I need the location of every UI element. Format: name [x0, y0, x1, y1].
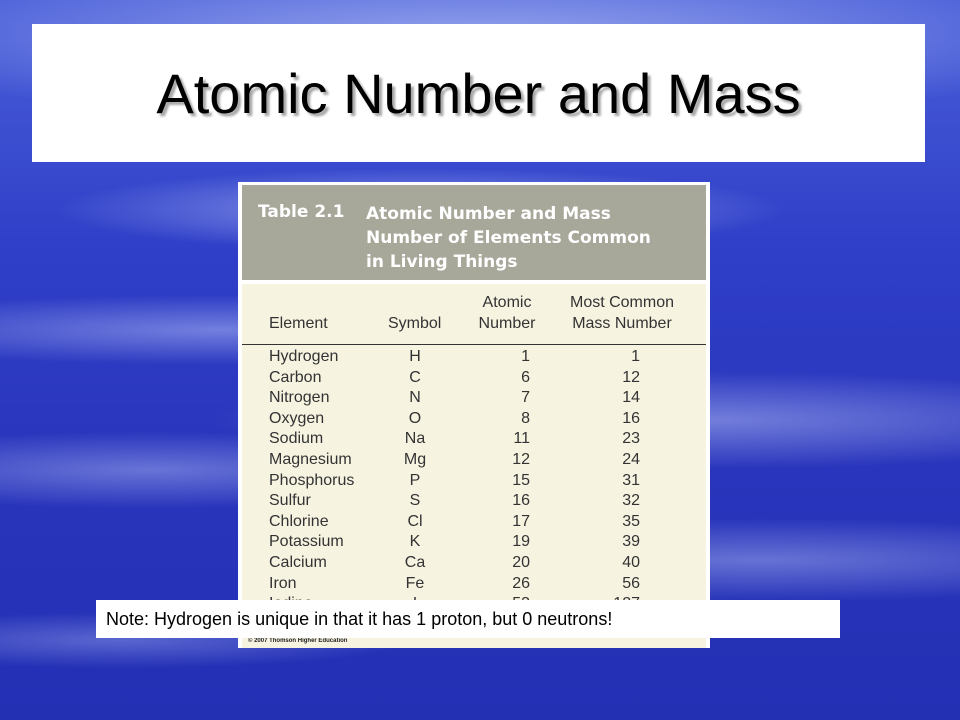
- cell-mass-number: 23: [622, 430, 640, 448]
- cell-atomic-number: 17: [512, 512, 530, 530]
- caption-line: in Living Things: [366, 252, 518, 272]
- cell-element: Magnesium: [269, 450, 352, 468]
- note-box: [96, 600, 840, 638]
- cell-mass-number: 40: [622, 553, 640, 571]
- cell-element: Hydrogen: [269, 348, 339, 365]
- table-row: [242, 409, 706, 430]
- header-mass-top: Most Common: [569, 294, 675, 311]
- cell-element: Iron: [269, 574, 297, 592]
- cell-atomic-number: 12: [512, 450, 530, 468]
- table-row: [242, 368, 706, 389]
- cell-symbol: H: [409, 348, 421, 365]
- cell-symbol: Cl: [407, 512, 423, 530]
- cell-atomic-number: 26: [512, 574, 530, 592]
- header-atomic-top: Atomic: [482, 294, 532, 311]
- table-row: [242, 491, 706, 512]
- copyright-text: © 2007 Thomson Higher Education: [248, 638, 348, 644]
- table-row: [242, 512, 706, 533]
- cell-mass-number: 56: [622, 574, 640, 592]
- cell-symbol: O: [408, 409, 422, 427]
- cell-mass-number: 31: [622, 471, 640, 489]
- cell-element: Calcium: [269, 553, 327, 571]
- cell-symbol: P: [409, 471, 421, 489]
- column-headers: [242, 292, 706, 340]
- cell-atomic-number: 20: [512, 553, 530, 571]
- cell-mass-number: 14: [622, 389, 640, 407]
- cell-atomic-number: 19: [512, 533, 530, 551]
- cell-element: Oxygen: [269, 409, 325, 427]
- cell-symbol: Mg: [403, 450, 427, 468]
- table-row: [242, 471, 706, 492]
- cell-element: Nitrogen: [269, 389, 330, 407]
- cell-element: Sulfur: [269, 492, 311, 510]
- caption-line: Number of Elements Common: [366, 228, 651, 248]
- cell-atomic-number: 11: [513, 430, 530, 448]
- table-row: [242, 347, 706, 368]
- cell-atomic-number: 6: [521, 368, 530, 386]
- cell-element: Phosphorus: [269, 471, 355, 489]
- table-row: [242, 574, 706, 595]
- table-number: Table 2.1: [258, 202, 345, 222]
- cell-mass-number: 24: [622, 450, 640, 468]
- cell-mass-number: 32: [622, 492, 640, 510]
- table-rows: [242, 347, 706, 615]
- table-row: [242, 450, 706, 471]
- cell-atomic-number: 15: [512, 471, 530, 489]
- cell-mass-number: 1: [631, 348, 640, 365]
- caption-line: Atomic Number and Mass: [366, 204, 611, 224]
- table-header-band: [242, 185, 706, 280]
- table-caption: [366, 202, 686, 274]
- header-element: Element: [269, 315, 328, 332]
- textbook-table-image: [238, 182, 710, 648]
- note-text: Note: Hydrogen is unique in that it has 1 proton, but 0 neutrons!: [106, 608, 613, 629]
- table-row: [242, 553, 706, 574]
- cell-atomic-number: 1: [521, 348, 530, 365]
- cell-symbol: N: [409, 389, 421, 407]
- cell-atomic-number: 16: [512, 492, 530, 510]
- cell-symbol: Na: [404, 430, 426, 448]
- cell-element: Potassium: [269, 533, 344, 551]
- cell-symbol: C: [409, 368, 421, 386]
- slide-title: Atomic Number and Mass: [156, 61, 801, 125]
- cell-atomic-number: 8: [521, 409, 530, 427]
- cell-symbol: K: [409, 533, 421, 551]
- header-rule: [242, 344, 706, 345]
- title-box: [32, 24, 925, 162]
- cell-element: Carbon: [269, 368, 322, 386]
- cell-symbol: S: [409, 492, 421, 510]
- cell-mass-number: 16: [622, 409, 640, 427]
- cell-atomic-number: 7: [521, 389, 530, 407]
- cell-element: Chlorine: [269, 512, 329, 530]
- header-mass-bottom: Mass Number: [572, 315, 672, 332]
- cell-mass-number: 12: [622, 368, 640, 386]
- header-atomic-bottom: Number: [478, 315, 536, 332]
- table-row: [242, 388, 706, 409]
- cell-element: Sodium: [269, 430, 324, 448]
- header-symbol: Symbol: [388, 315, 442, 332]
- cell-symbol: Fe: [405, 574, 425, 592]
- cell-mass-number: 39: [622, 533, 640, 551]
- table-row: [242, 532, 706, 553]
- cell-symbol: Ca: [404, 553, 426, 571]
- table-row: [242, 429, 706, 450]
- table-body: [242, 284, 706, 648]
- cell-mass-number: 35: [622, 512, 640, 530]
